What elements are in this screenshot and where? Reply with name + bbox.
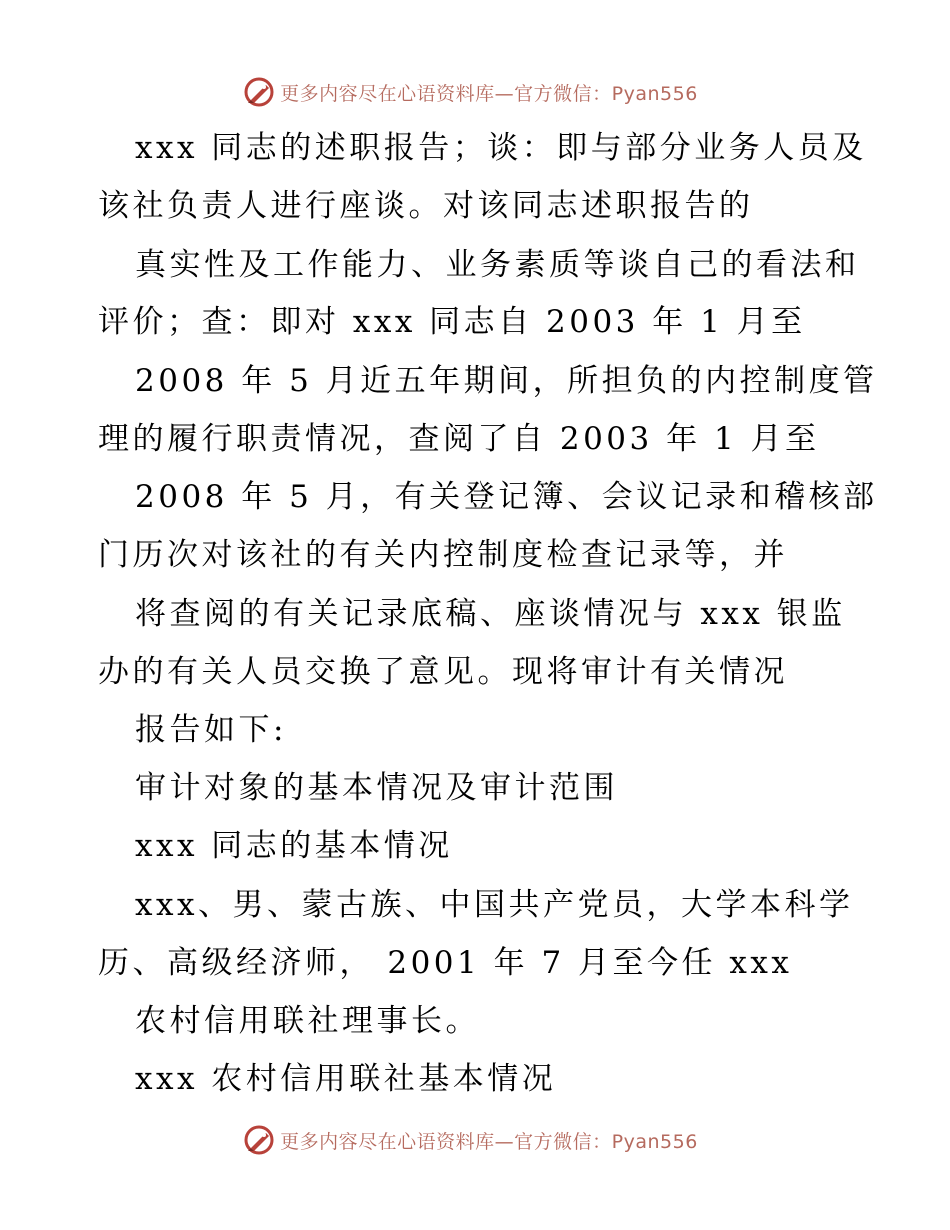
footer-banner-content (242, 1123, 698, 1157)
doc-line-3: 真实性及工作能力、业务素质等谈自己的看法和 (135, 247, 860, 283)
doc-line-10: 办的有关人员交换了意见。现将审计有关情况 (98, 654, 788, 690)
pen-nib-logo-icon (242, 1123, 276, 1157)
doc-line-4: 评价；查：即对 xxx 同志自 2003 年 1 月至 (98, 304, 806, 340)
doc-line-9: 将查阅的有关记录底稿、座谈情况与 xxx 银监 (135, 596, 846, 632)
header-banner-content (242, 75, 698, 109)
doc-line-13: xxx 同志的基本情况 (135, 828, 453, 864)
doc-line-2: 该社负责人进行座谈。对该同志述职报告的 (98, 188, 754, 224)
doc-line-16: 农村信用联社理事长。 (135, 1003, 480, 1039)
doc-line-12: 审计对象的基本情况及审计范围 (135, 770, 618, 806)
doc-line-15: 历、高级经济师， 2001 年 7 月至今任 xxx (98, 945, 793, 981)
doc-line-5: 2008 年 5 月近五年期间，所担负的内控制度管 (135, 363, 878, 399)
doc-line-7: 2008 年 5 月，有关登记簿、会议记录和稽核部 (135, 479, 878, 515)
pen-nib-logo-icon (242, 75, 276, 109)
footer-banner (0, 1120, 950, 1160)
footer-banner-text: 更多内容尽在心语资料库—官方微信：Pyan556 (280, 1130, 698, 1153)
doc-line-8: 门历次对该社的有关内控制度检查记录等，并 (98, 537, 788, 573)
header-banner (0, 72, 950, 112)
doc-line-14: xxx、男、蒙古族、中国共产党员，大学本科学 (135, 887, 854, 923)
doc-line-6: 理的履行职责情况，查阅了自 2003 年 1 月至 (98, 421, 820, 457)
header-banner-text: 更多内容尽在心语资料库—官方微信：Pyan556 (280, 82, 698, 105)
doc-line-1: xxx 同志的述职报告；谈：即与部分业务人员及 (135, 130, 867, 166)
doc-line-11: 报告如下: (135, 712, 287, 748)
doc-line-17: xxx 农村信用联社基本情况 (135, 1061, 557, 1097)
